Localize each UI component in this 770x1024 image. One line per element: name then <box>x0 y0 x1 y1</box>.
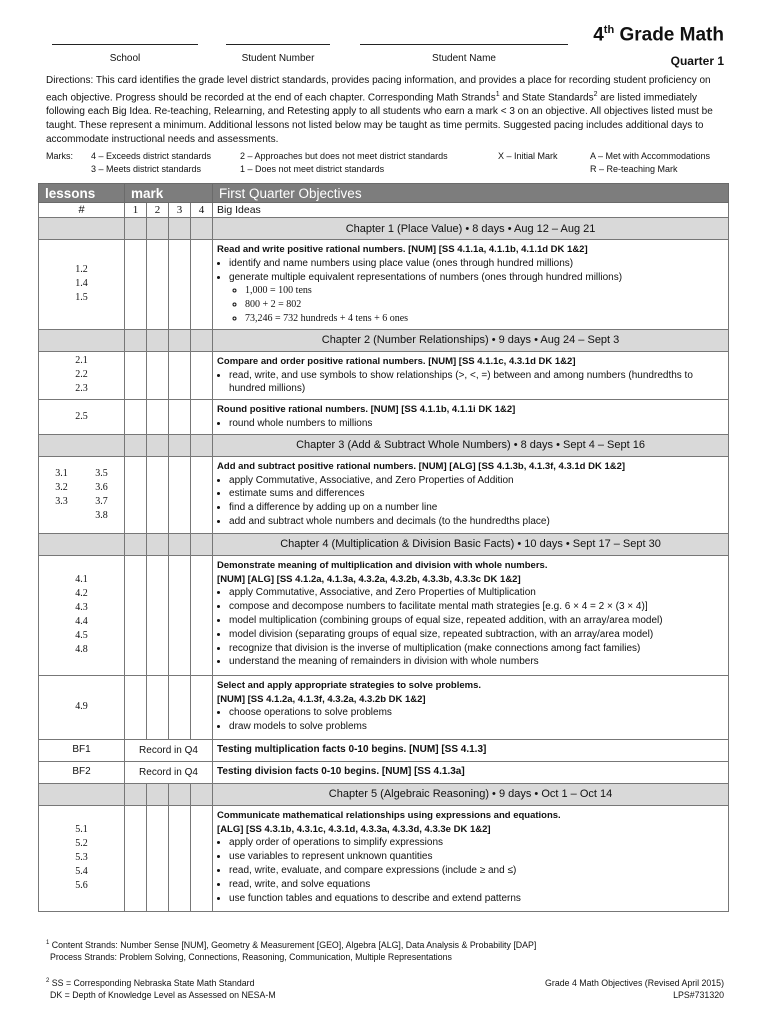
mark-entry-cell[interactable] <box>191 675 213 739</box>
lesson-number: 4.1 <box>75 574 88 586</box>
student-number-blank[interactable] <box>226 44 330 45</box>
objective-bullet: • apply Commutative, Associative, and Zero Properties of Addition <box>229 474 724 488</box>
chapter-mark-cell <box>125 329 147 351</box>
mark-r-desc: R – Re-teaching Mark <box>590 163 678 174</box>
directions-text: Directions: This card identifies the grade level district standards, provides pacing information, and provides a place for recording student proficiency on each objective. Progress should be recorded at the end of each chapter. Corresponding Math Strands$^1$ and State Standards$^2$ are listed immediately following each Big Idea. Re-teaching, Relearning, and Retesting apply to all students who earn a mark < 3 on an objective. All objectives listed must be taught. These represent a minimum. Additional lessons not listed below may be taught as time permits. Suggested pacing includes additional days to accommodate instructional needs and assessments. <box>46 75 713 145</box>
mark-entry-cell[interactable] <box>147 805 169 911</box>
objective-description <box>213 456 729 533</box>
objective-bullet: • round whole numbers to millions <box>229 417 724 431</box>
objective-row <box>39 805 729 911</box>
mark-entry-cell[interactable] <box>191 400 213 435</box>
objective-subbullet: ◦ 1,000 = 100 tens <box>245 284 724 298</box>
marks-label: Marks: <box>46 151 73 161</box>
objective-row <box>39 675 729 739</box>
mark-a-desc: A – Met with Accommodations <box>590 151 711 161</box>
quarter-label: Quarter 1 <box>670 54 724 68</box>
objective-row <box>39 400 729 435</box>
chapter-lesson-cell <box>39 783 125 805</box>
basic-facts-row <box>39 761 729 783</box>
lesson-number: 1.4 <box>75 278 88 290</box>
footnote-2-line-1: $^2$ SS = Corresponding Nebraska State Math Standard <box>46 977 255 988</box>
chapter-mark-cell <box>147 533 169 555</box>
lesson-numbers <box>39 555 125 675</box>
page-header <box>0 0 770 185</box>
lesson-number: 3.5 <box>95 467 108 479</box>
table-subheader-row <box>39 203 729 218</box>
objective-bullet: • compose and decompose numbers to facilitate mental math strategies [e.g. 6 × 4 = 2 × (3 × 4)] <box>229 600 724 614</box>
mark-col-2: 2 <box>147 203 169 218</box>
footnote-2-line-2: DK = Depth of Knowledge Level as Assessed on NESA-M <box>50 989 276 1000</box>
lesson-number: 4.2 <box>75 588 88 600</box>
chapter-mark-cell <box>147 218 169 240</box>
lessons-header: lessons <box>39 184 125 203</box>
mark-x-desc: X – Initial Mark <box>498 151 558 161</box>
mark-entry-cell[interactable] <box>191 555 213 675</box>
school-label: School <box>109 53 141 64</box>
lesson-number: 3.3 <box>55 495 68 507</box>
mark-entry-cell[interactable] <box>169 351 191 399</box>
mark-entry-cell[interactable] <box>125 400 147 435</box>
mark-entry-cell[interactable] <box>191 456 213 533</box>
mark-col-4: 4 <box>191 203 213 218</box>
chapter-4-title: Chapter 4 (Multiplication & Division Basic Facts) • 10 days • Sept 17 – Sept 30 <box>213 533 729 555</box>
chapter-row <box>39 783 729 805</box>
chapter-mark-cell <box>191 434 213 456</box>
chapter-mark-cell <box>191 329 213 351</box>
mark-entry-cell[interactable] <box>147 351 169 399</box>
mark-2-desc: 2 – Approaches but does not meet district standards <box>240 151 448 161</box>
basic-facts-lesson: BF1 <box>39 739 125 761</box>
mark-entry-cell[interactable] <box>169 675 191 739</box>
objective-subbullet: ◦ 73,246 = 732 hundreds + 4 tens + 6 ones <box>245 312 724 326</box>
chapter-mark-cell <box>147 783 169 805</box>
lesson-number-header: # <box>39 203 125 218</box>
objective-bullet: • identify and name numbers using place value (ones through hundred millions) <box>229 257 724 271</box>
lesson-number: 1.5 <box>75 292 88 304</box>
big-ideas-header: Big Ideas <box>213 203 729 218</box>
mark-entry-cell[interactable] <box>147 555 169 675</box>
objective-bullet: • read, write, and solve equations <box>229 878 724 892</box>
chapter-mark-cell <box>169 218 191 240</box>
record-in-q4: Record in Q4 <box>125 739 213 761</box>
lesson-number: 2.2 <box>75 369 88 381</box>
mark-entry-cell[interactable] <box>169 400 191 435</box>
lesson-number: 3.1 <box>55 467 68 479</box>
basic-facts-text: Testing division facts 0-10 begins. [NUM] [SS 4.1.3a] <box>213 761 729 783</box>
mark-header: mark <box>125 184 213 203</box>
objective-description <box>213 351 729 399</box>
lesson-number: 5.2 <box>75 838 88 850</box>
lesson-number: 4.8 <box>75 644 88 656</box>
objective-description <box>213 675 729 739</box>
mark-col-3: 3 <box>169 203 191 218</box>
objective-bullet: • generate multiple equivalent representations of numbers (ones through hundred millions) <box>229 271 724 285</box>
lesson-number: 5.1 <box>75 824 88 836</box>
mark-entry-cell[interactable] <box>191 805 213 911</box>
lesson-number: 2.3 <box>75 383 88 395</box>
mark-entry-cell[interactable] <box>169 456 191 533</box>
footnote-1-line-2: Process Strands: Problem Solving, Connections, Reasoning, Communication, Multiple Representations <box>50 951 452 962</box>
record-in-q4: Record in Q4 <box>125 761 213 783</box>
lesson-numbers <box>39 675 125 739</box>
marks-col-1 <box>91 150 211 175</box>
objective-bullet: • recognize that division is the inverse of multiplication (make connections among fact families) <box>229 642 724 656</box>
document-id: LPS#731320 <box>673 990 724 1000</box>
objective-bullet: • use variables to represent unknown quantities <box>229 850 724 864</box>
lesson-number: 2.5 <box>75 410 88 422</box>
objective-row <box>39 456 729 533</box>
chapter-mark-cell <box>191 533 213 555</box>
objective-subbullet: ◦ 800 + 2 = 802 <box>245 298 724 312</box>
table-header-row <box>39 184 729 203</box>
chapter-mark-cell <box>147 434 169 456</box>
objective-bullet: • read, write, evaluate, and compare expressions (include ≥ and ≤) <box>229 864 724 878</box>
chapter-mark-cell <box>191 218 213 240</box>
lesson-numbers <box>39 805 125 911</box>
student-name-label: Student Name <box>432 53 496 64</box>
objective-bullet: • estimate sums and differences <box>229 487 724 501</box>
objectives-table <box>38 183 729 912</box>
document-revision <box>545 977 724 1001</box>
chapter-row <box>39 533 729 555</box>
objective-bullet: • read, write, and use symbols to show relationships (>, <, =) between and among numbers (hundredths to hundred millions) <box>229 369 724 397</box>
marks-col-2 <box>240 150 448 175</box>
mark-entry-cell[interactable] <box>125 456 147 533</box>
lesson-numbers <box>39 400 125 435</box>
footnote-1-line-1: $^1$ Content Strands: Number Sense [NUM], Geometry & Measurement [GEO], Algebra [ALG], Data Analysis & Probability [DAP] <box>46 939 537 950</box>
lesson-number: 1.2 <box>75 264 88 276</box>
lesson-number: 4.9 <box>75 701 88 713</box>
mark-entry-cell[interactable] <box>125 675 147 739</box>
lesson-numbers <box>39 240 125 330</box>
objective-bullet: • model division (separating groups of equal size, repeated subtraction, with an array/area model) <box>229 628 724 642</box>
lesson-number: 4.4 <box>75 616 88 628</box>
page-title: 4th Grade Math <box>593 24 724 46</box>
objective-bullet: • model multiplication (combining groups of equal size, repeated addition, with an array/area model) <box>229 614 724 628</box>
basic-facts-text: Testing multiplication facts 0-10 begins. [NUM] [SS 4.1.3] <box>213 739 729 761</box>
objective-heading: Read and write positive rational numbers. [NUM] [SS 4.1.1a, 4.1.1b, 4.1.1d DK 1&2] <box>217 244 588 255</box>
mark-entry-cell[interactable] <box>125 555 147 675</box>
lesson-number: 3.2 <box>55 481 68 493</box>
lesson-number: 4.5 <box>75 630 88 642</box>
chapter-2-title: Chapter 2 (Number Relationships) • 9 days • Aug 24 – Sept 3 <box>213 329 729 351</box>
objective-heading: Round positive rational numbers. [NUM] [SS 4.1.1b, 4.1.1i DK 1&2] <box>217 404 516 416</box>
objective-bullet: • use function tables and equations to describe and extend patterns <box>229 892 724 906</box>
student-number-label: Student Number <box>241 53 315 64</box>
objective-bullet: • draw models to solve problems <box>229 720 724 734</box>
mark-entry-cell[interactable] <box>125 351 147 399</box>
chapter-mark-cell <box>169 533 191 555</box>
objective-heading: Add and subtract positive rational numbers. [NUM] [ALG] [SS 4.1.3b, 4.1.3f, 4.3.1d DK 1&2] <box>217 460 626 472</box>
chapter-row <box>39 218 729 240</box>
lesson-numbers <box>39 456 125 533</box>
mark-entry-cell[interactable] <box>191 240 213 330</box>
revision-line: Grade 4 Math Objectives (Revised April 2015) <box>545 978 724 988</box>
lesson-number: 3.8 <box>95 509 108 521</box>
objective-row <box>39 351 729 399</box>
chapter-5-title: Chapter 5 (Algebraic Reasoning) • 9 days • Oct 1 – Oct 14 <box>213 783 729 805</box>
lesson-number: 5.4 <box>75 866 88 878</box>
objective-bullet: • add and subtract whole numbers and decimals (to the hundredths place) <box>229 515 724 529</box>
mark-entry-cell[interactable] <box>147 675 169 739</box>
chapter-lesson-cell <box>39 329 125 351</box>
objective-bullet: • understand the meaning of remainders in division with whole numbers <box>229 655 724 669</box>
lesson-number: 2.1 <box>75 355 88 367</box>
objective-row <box>39 240 729 330</box>
objective-standards: [NUM] [SS 4.1.2a, 4.1.3f, 4.3.2a, 4.3.2b DK 1&2] <box>217 693 426 705</box>
objective-heading: Demonstrate meaning of multiplication and division with whole numbers. <box>217 559 548 571</box>
chapter-mark-cell <box>147 329 169 351</box>
objective-heading: Compare and order positive rational numbers. [NUM] [SS 4.1.1c, 4.3.1d DK 1&2] <box>217 355 576 367</box>
objective-standards: [NUM] [ALG] [SS 4.1.2a, 4.1.3a, 4.3.2a, 4.3.2b, 4.3.3b, 4.3.3c DK 1&2] <box>217 573 521 585</box>
basic-facts-lesson: BF2 <box>39 761 125 783</box>
objective-heading: Communicate mathematical relationships using expressions and equations. <box>217 809 561 821</box>
mark-entry-cell[interactable] <box>147 400 169 435</box>
mark-entry-cell[interactable] <box>147 240 169 330</box>
lesson-numbers <box>39 351 125 399</box>
objective-bullet: • choose operations to solve problems <box>229 706 724 720</box>
objective-heading: Select and apply appropriate strategies to solve problems. <box>217 679 481 691</box>
lesson-number: 5.3 <box>75 852 88 864</box>
objective-description <box>213 240 729 330</box>
chapter-3-title: Chapter 3 (Add & Subtract Whole Numbers) • 8 days • Sept 4 – Sept 16 <box>213 434 729 456</box>
chapter-mark-cell <box>169 783 191 805</box>
objective-bullet: • apply Commutative, Associative, and Zero Properties of Multiplication <box>229 586 724 600</box>
objective-description <box>213 805 729 911</box>
mark-entry-cell[interactable] <box>191 351 213 399</box>
chapter-mark-cell <box>169 434 191 456</box>
footnote-2 <box>46 975 276 1001</box>
marks-col-4 <box>590 150 710 175</box>
chapter-mark-cell <box>169 329 191 351</box>
lesson-number: 5.6 <box>75 880 88 892</box>
chapter-mark-cell <box>125 434 147 456</box>
chapter-mark-cell <box>125 218 147 240</box>
objective-description <box>213 555 729 675</box>
mark-3-desc: 3 – Meets district standards <box>91 163 202 174</box>
school-blank[interactable] <box>52 44 198 45</box>
student-name-blank[interactable] <box>360 44 568 45</box>
mark-1-desc: 1 – Does not meet district standards <box>240 163 385 174</box>
chapter-lesson-cell <box>39 218 125 240</box>
objective-description <box>213 400 729 435</box>
footnote-1 <box>46 937 536 963</box>
mark-4-desc: 4 – Exceeds district standards <box>91 151 212 161</box>
mark-entry-cell[interactable] <box>147 456 169 533</box>
lesson-number <box>42 509 82 523</box>
chapter-mark-cell <box>125 533 147 555</box>
objective-row <box>39 555 729 675</box>
chapter-mark-cell <box>125 783 147 805</box>
objectives-header: First Quarter Objectives <box>213 184 729 203</box>
lesson-number: 4.3 <box>75 602 88 614</box>
chapter-row <box>39 329 729 351</box>
chapter-mark-cell <box>191 783 213 805</box>
mark-col-1: 1 <box>125 203 147 218</box>
objective-bullet: • find a difference by adding up on a number line <box>229 501 724 515</box>
mark-entry-cell[interactable] <box>169 555 191 675</box>
lesson-number: 3.7 <box>95 495 108 507</box>
chapter-lesson-cell <box>39 533 125 555</box>
chapter-lesson-cell <box>39 434 125 456</box>
basic-facts-row <box>39 739 729 761</box>
mark-entry-cell[interactable] <box>125 240 147 330</box>
mark-entry-cell[interactable] <box>125 805 147 911</box>
mark-entry-cell[interactable] <box>169 240 191 330</box>
chapter-row <box>39 434 729 456</box>
mark-entry-cell[interactable] <box>169 805 191 911</box>
chapter-1-title: Chapter 1 (Place Value) • 8 days • Aug 12 – Aug 21 <box>213 218 729 240</box>
objective-standards: [ALG] [SS 4.3.1b, 4.3.1c, 4.3.1d, 4.3.3a, 4.3.3d, 4.3.3e DK 1&2] <box>217 823 491 835</box>
objective-bullet: • apply order of operations to simplify expressions <box>229 836 724 850</box>
marks-col-3 <box>498 150 558 163</box>
lesson-number-grid <box>42 467 122 523</box>
lesson-number: 3.6 <box>95 481 108 493</box>
